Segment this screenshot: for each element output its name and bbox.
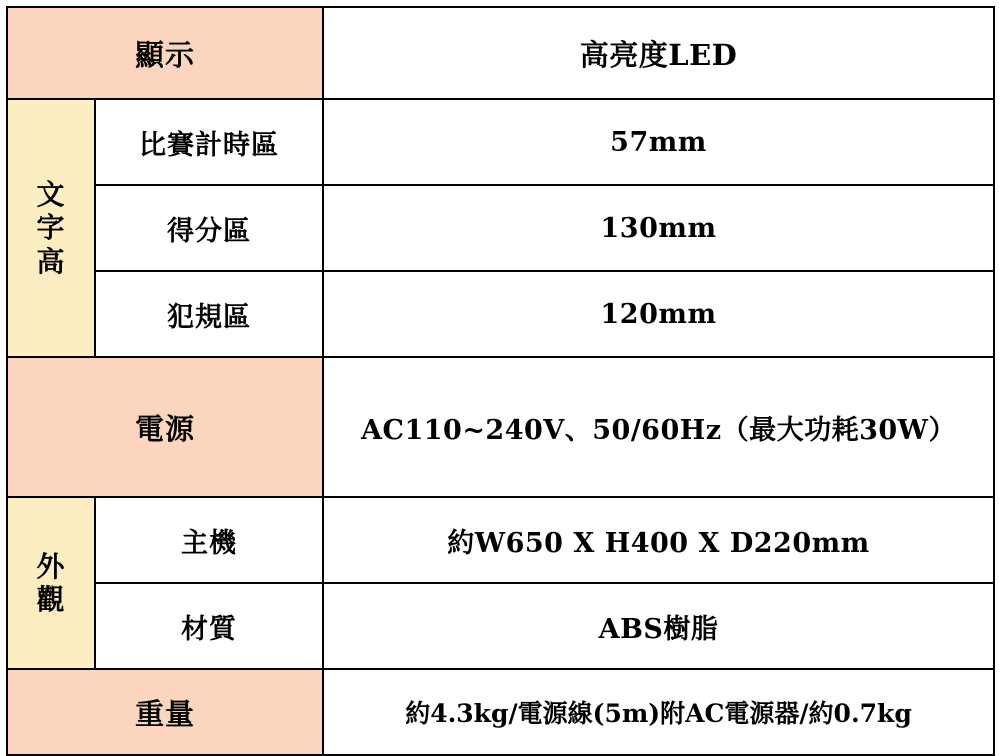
- text-height-char-3: 高: [36, 244, 66, 278]
- text-height-char-1: 文: [36, 178, 66, 212]
- table-row: [7, 271, 994, 357]
- table-row: [7, 185, 994, 271]
- row-value-power: AC110~240V、50/60Hz（最大功耗30W）: [323, 357, 994, 497]
- row-value-main-unit: 約W650 X H400 X D220mm: [323, 497, 994, 583]
- row-value-material: ABS樹脂: [323, 583, 994, 669]
- row-value-display: 高亮度LED: [323, 7, 994, 99]
- row-sublabel-foul-area: 犯規區: [95, 271, 323, 357]
- row-value-foul-area: 120mm: [323, 271, 994, 357]
- row-sublabel-material: 材質: [95, 583, 323, 669]
- row-value-weight: 約4.3kg/電源線(5m)附AC電源器/約0.7kg: [323, 669, 994, 755]
- table-row: [7, 497, 994, 583]
- row-sublabel-score-area: 得分區: [95, 185, 323, 271]
- table-row: [7, 357, 994, 497]
- row-sublabel-game-timer: 比賽計時區: [95, 99, 323, 185]
- row-value-score-area: 130mm: [323, 185, 994, 271]
- table-row: [7, 7, 994, 99]
- table-row: [7, 669, 994, 755]
- row-sublabel-main-unit: 主機: [95, 497, 323, 583]
- row-label-appearance: [7, 497, 95, 669]
- row-label-text-height: [7, 99, 95, 357]
- row-label-power: 電源: [7, 357, 323, 497]
- row-label-weight: 重量: [7, 669, 323, 755]
- row-value-game-timer: 57mm: [323, 99, 994, 185]
- table-row: [7, 583, 994, 669]
- appearance-char-1: 外: [36, 549, 66, 583]
- row-label-display: 顯示: [7, 7, 323, 99]
- table-row: [7, 99, 994, 185]
- text-height-char-2: 字: [36, 211, 66, 245]
- appearance-char-2: 觀: [36, 583, 66, 616]
- specification-table: [6, 6, 995, 756]
